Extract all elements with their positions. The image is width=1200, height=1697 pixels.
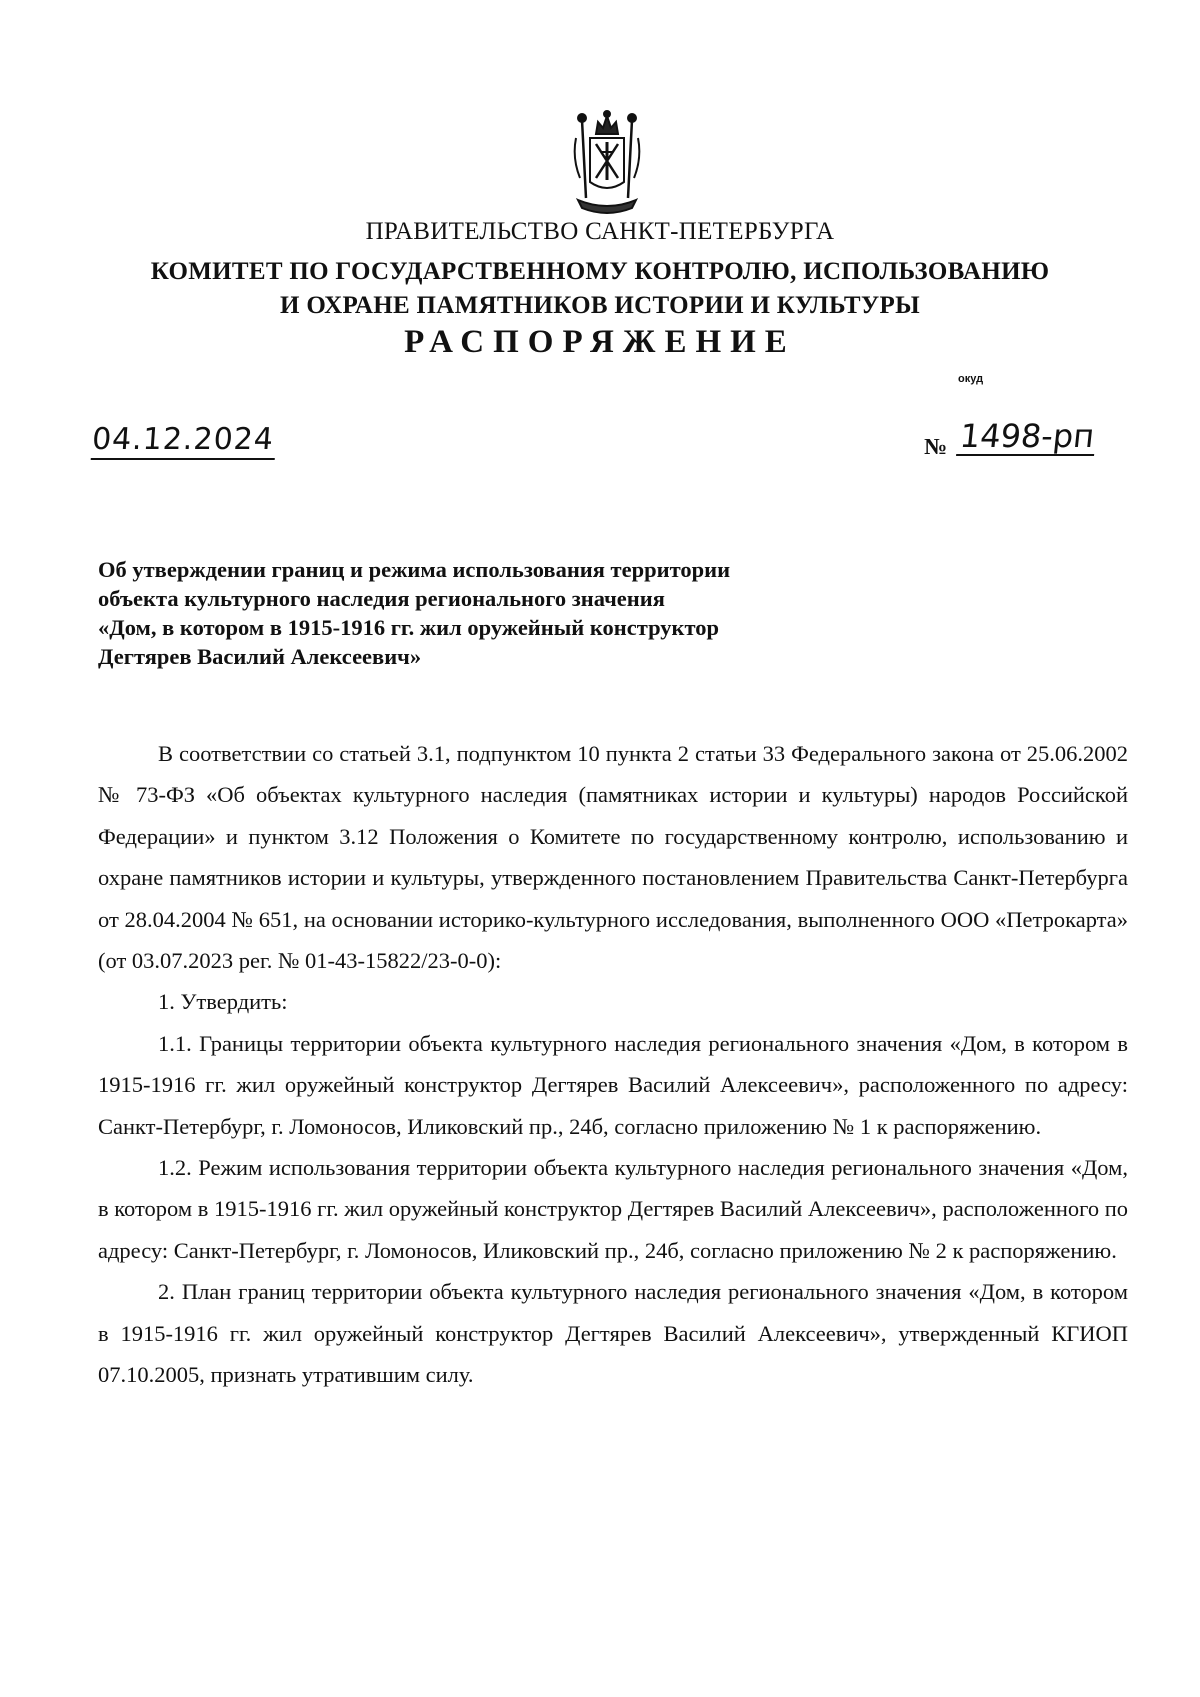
document-date: 04.12.2024	[91, 422, 278, 460]
document-subject	[98, 555, 818, 671]
committee-title	[0, 255, 1200, 323]
document-number: 1498-рп	[957, 417, 1097, 455]
okud-label: окуд	[958, 373, 984, 385]
committee-title-line1: КОМИТЕТ ПО ГОСУДАРСТВЕННОМУ КОНТРОЛЮ, ИСПОЛЬЗОВАНИЮ	[150, 258, 1050, 285]
clause-1-2: 1.2. Режим использования территории объекта культурного наследия регионального значения «Дом, в котором в 1915-1916 гг. жил оружейный конструктор Дегтярев Василий Алексеевич», расположенного по адресу: Санкт-Петербург, г. Ломоносов, Иликовский пр., 24б, согласно приложению № 2 к распоряжению.	[98, 1155, 1128, 1263]
clause-1-1: 1.1. Границы территории объекта культурного наследия регионального значения «Дом, в котором в 1915-1916 гг. жил оружейный конструктор Дегтярев Василий Алексеевич», расположенного по адресу: Санкт-Петербург, г. Ломоносов, Иликовский пр., 24б, согласно приложению № 1 к распоряжению.	[98, 1030, 1128, 1139]
number-sign: №	[924, 434, 948, 459]
committee-title-line2: И ОХРАНЕ ПАМЯТНИКОВ ИСТОРИИ И КУЛЬТУРЫ	[280, 292, 920, 319]
coat-of-arms-icon	[568, 108, 646, 216]
subject-line: Дегтярев Василий Алексеевич»	[98, 644, 422, 669]
clause-1: 1. Утвердить:	[158, 989, 288, 1015]
preamble-paragraph: В соответствии со статьей 3.1, подпунктом 10 пункта 2 статьи 33 Федерального закона от 25.06.2002 № 73-ФЗ «Об объектах культурного наследия (памятниках истории и культуры) народов Российской Федерации» и пунктом 3.12 Положения о Комитете по государственному контролю, использованию и охране памятников истории и культуры, утвержденного постановлением Правительства Санкт-Петербурга от 28.04.2004 № 651, на основании историко-культурного исследования, выполненного ООО «Петрокарта» (от 03.07.2023 рег. № 01-43-15822/23-0-0):	[98, 741, 1128, 974]
government-title: ПРАВИТЕЛЬСТВО САНКТ-ПЕТЕРБУРГА	[365, 218, 835, 245]
subject-line: «Дом, в котором в 1915-1916 гг. жил оружейный конструктор	[98, 615, 720, 640]
document-body	[98, 733, 1128, 1396]
clause-2: 2. План границ территории объекта культурного наследия регионального значения «Дом, в котором в 1915-1916 гг. жил оружейный конструктор Дегтярев Василий Алексеевич», утвержденный КГИОП 07.10.2005, признать утратившим силу.	[98, 1279, 1128, 1388]
subject-line: Об утверждении границ и режима использования территории	[98, 557, 731, 582]
subject-line: объекта культурного наследия регионального значения	[98, 586, 665, 611]
document-type-heading: РАСПОРЯЖЕНИЕ	[404, 324, 796, 360]
